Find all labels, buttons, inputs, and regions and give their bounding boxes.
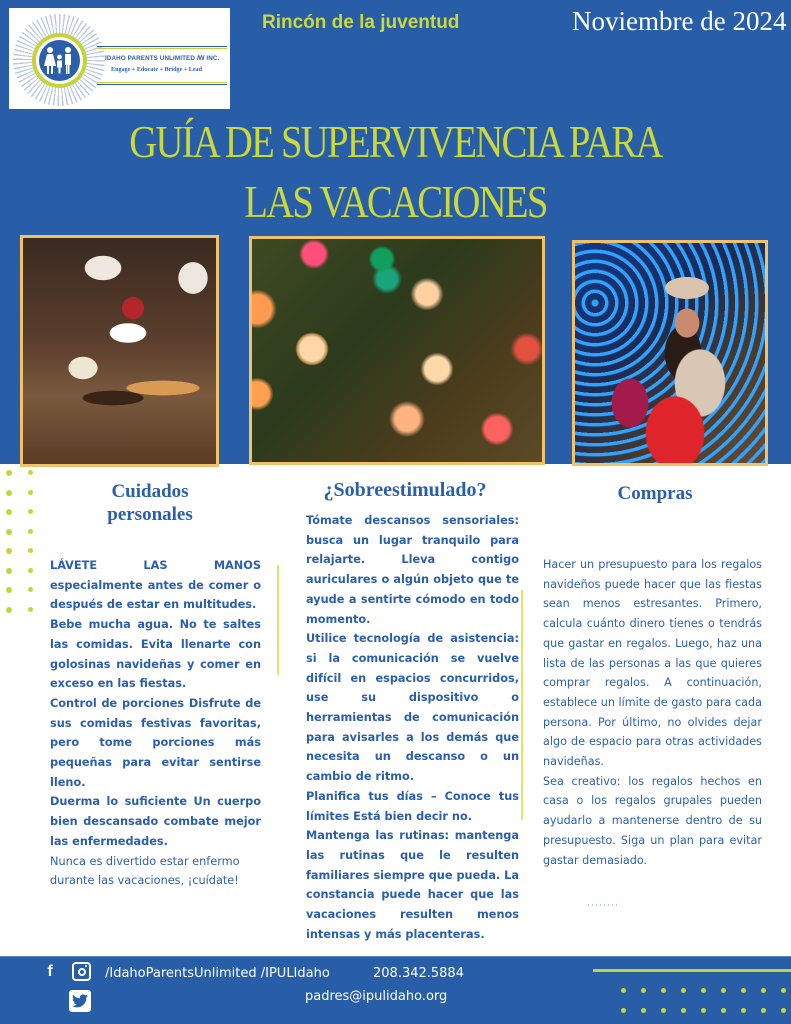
social-handles-link[interactable]: /IdahoParentsUnlimited /IPULIdaho <box>105 966 330 981</box>
phone-number[interactable]: 208.342.5884 <box>373 966 464 981</box>
email-link[interactable]: padres@ipulidaho.org <box>305 989 448 1004</box>
instagram-flash <box>85 965 87 967</box>
photo-dessert-table <box>20 235 219 467</box>
logo-rule <box>97 48 227 49</box>
photo-bokeh-lights <box>249 236 545 465</box>
paragraph: Sea creativo: los regalos hechos en casa o los regalos grupales pueden ayudarlo a mantenerse dentro de su presupuesto. Siga un plan para evitar gastar demasiado. <box>543 774 762 867</box>
paragraph: Hacer un presupuesto para los regalos navideños puede hacer que las fiestas sean menos estresantes. Primero, calcula cuánto dinero tienes o tendrás que gastar en regalos. Luego, haz una lista de las personas a las que quieres comprar regalos. A continuación, establece un límite de gasto para cada persona. Por último, no olvides dejar algo de espacio para otras actividades navideñas. <box>543 558 762 769</box>
paragraph: Utilice tecnología de asistencia: si la comunicación se vuelve difícil en espacios concurridos, use su dispositivo o herramientas de comunicación para avisarles a los demás que necesita un descanso o un cambio de ritmo. <box>306 632 519 784</box>
ipul-logo <box>9 8 230 109</box>
decorative-dots-left <box>6 470 50 626</box>
heading-self-care: Cuidados personales <box>107 481 193 525</box>
footer-accent-rule <box>593 969 791 972</box>
twitter-icon[interactable] <box>69 990 91 1012</box>
paragraph: Mantenga las rutinas: mantenga las rutinas que le resulten familiares siempre que pueda. La constancia puede hacer que las vacaciones resulten menos intensas y más placenteras. <box>306 829 519 941</box>
logo-rule <box>97 82 227 83</box>
shopping-text <box>543 555 762 870</box>
facebook-icon[interactable]: f <box>47 963 53 980</box>
title-line-2: LAS VACACIONES <box>244 177 547 227</box>
title-line-1: GUÍA DE SUPERVIVENCIA PARA <box>129 117 662 167</box>
paragraph: Planifica tus días – Conoce tus límites Está bien decir no. <box>306 789 519 823</box>
column-divider <box>521 590 523 820</box>
logo-rule <box>97 84 227 85</box>
heading-shopping: Compras <box>617 483 693 504</box>
column-divider <box>277 565 279 675</box>
heading-overstimulated: ¿Sobreestimulado? <box>323 479 487 501</box>
paragraph: Control de porciones Disfrute de sus comidas festivas favoritas, pero tome porciones más pequeñas para evitar sentirse lleno. <box>50 696 261 789</box>
paragraph: Bebe mucha agua. No te saltes las comidas. Evita llenarte con golosinas navideñas y comer en exceso en las fiestas. <box>50 618 261 691</box>
family-icon <box>39 40 80 81</box>
self-care-text <box>50 556 261 891</box>
twitter-bird-icon <box>72 994 88 1008</box>
logo-rule <box>97 46 227 47</box>
instagram-lens <box>78 968 86 976</box>
paragraph: Tómate descansos sensoriales: busca un lugar tranquilo para relajarte. Lleva contigo auriculares o algún objeto que te ayude a sentirte cómodo en todo momento. <box>306 514 519 626</box>
decorative-dots-footer <box>621 988 791 1024</box>
logo-org-name: IDAHO PARENTS UNLIMITED ꟿ INC. <box>105 55 220 62</box>
overstimulated-text <box>306 511 519 944</box>
logo-tagline: Engage + Educate + Bridge + Lead <box>111 67 202 73</box>
paragraph: Duerma lo suficiente Un cuerpo bien descansado combate mejor las enfermedades. <box>50 795 261 848</box>
paragraph: LÁVETE LAS MANOS especialmente antes de comer o después de estar en multitudes. <box>50 559 261 612</box>
decorative-dots-faint <box>588 904 618 906</box>
issue-date: Noviembre de 2024 <box>572 6 787 36</box>
section-label: Rincón de la juventud <box>262 12 460 33</box>
photo-shopping-woman <box>572 240 768 466</box>
instagram-icon[interactable] <box>72 962 91 981</box>
paragraph: Nunca es divertido estar enfermo durante las vacaciones, ¡cuídate! <box>50 854 240 888</box>
page-title <box>55 112 735 232</box>
